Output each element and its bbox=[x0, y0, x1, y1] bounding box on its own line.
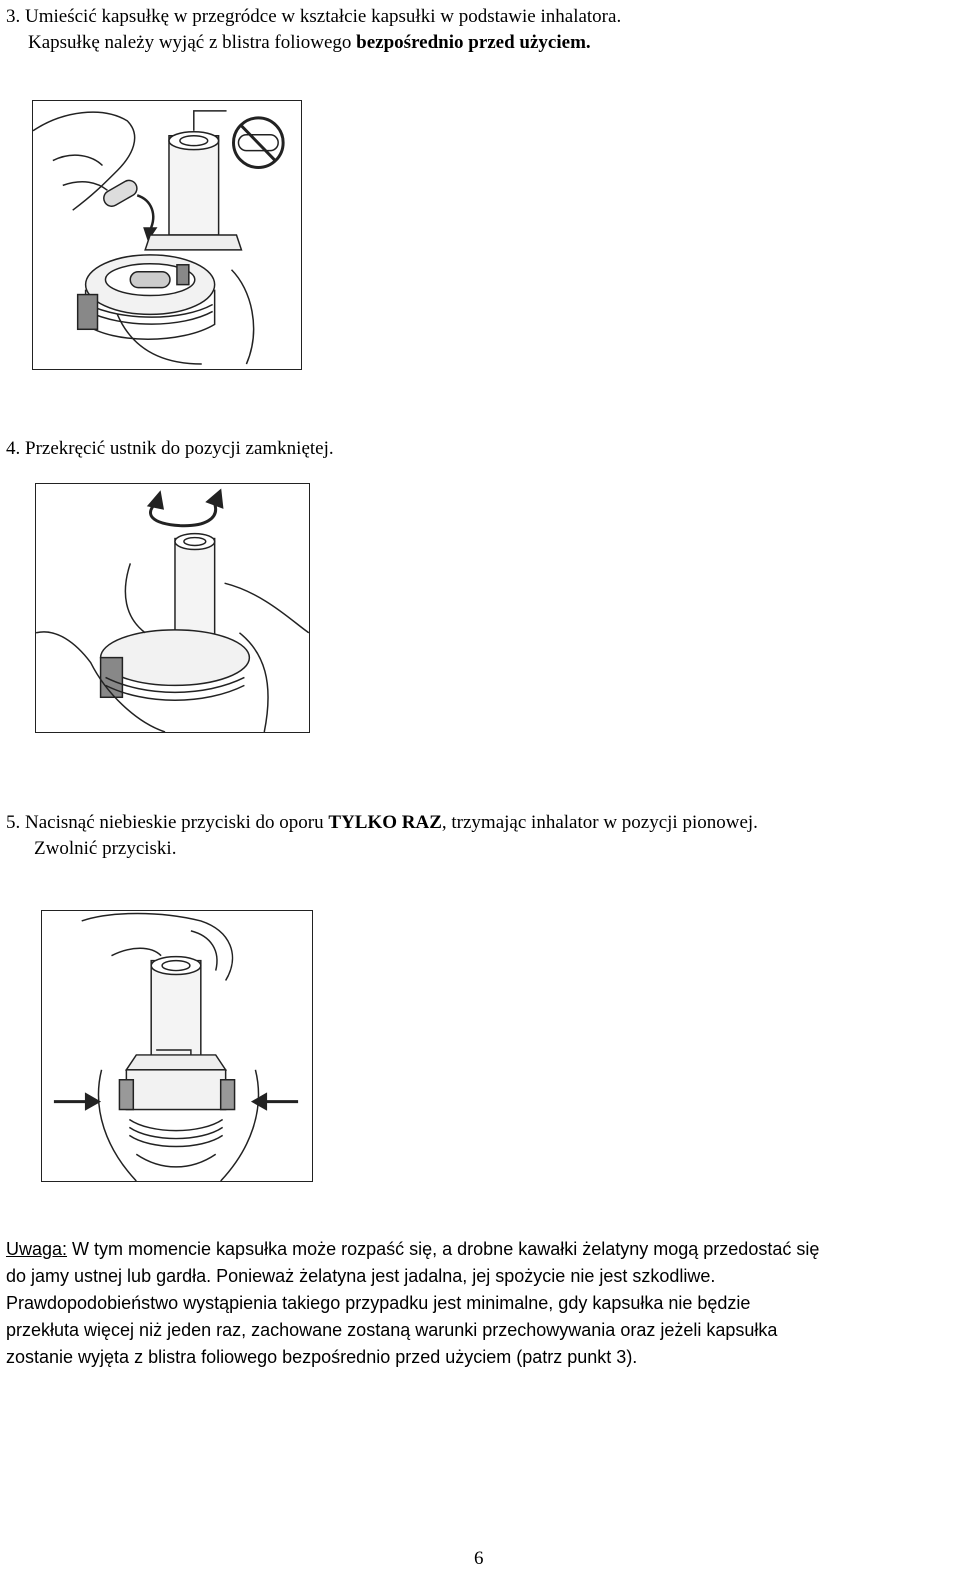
figure-close-mouthpiece bbox=[35, 483, 310, 733]
step5-text-b: , trzymając inhalator w pozycji pionowej. bbox=[441, 812, 758, 833]
step3-line2 bbox=[28, 30, 591, 56]
step5-line1 bbox=[6, 810, 758, 836]
step5-text-line2: Zwolnić przyciski. bbox=[34, 838, 177, 859]
figure-press-buttons bbox=[41, 910, 313, 1182]
note-line5: zostanie wyjęta z blistra foliowego bezpośrednio przed użyciem (patrz punkt 3). bbox=[6, 1347, 638, 1367]
note-line3: Prawdopodobieństwo wystąpienia takiego przypadku jest minimalne, gdy kapsułka nie będzie bbox=[6, 1293, 751, 1313]
press-buttons-illustration bbox=[42, 911, 312, 1181]
step4-line bbox=[6, 436, 334, 462]
step3-text-line2: Kapsułkę należy wyjąć z blistra foliowego bbox=[28, 32, 357, 53]
step3-line1 bbox=[6, 4, 621, 30]
note-line1 bbox=[6, 1236, 819, 1263]
step3-number: 3. bbox=[6, 6, 21, 27]
step5-bold-text: TYLKO RAZ bbox=[328, 812, 442, 833]
note-label: Uwaga: bbox=[6, 1239, 68, 1259]
step5-line2 bbox=[34, 836, 176, 862]
step5-number: 5. bbox=[6, 812, 21, 833]
note-text-line1: W tym momencie kapsułka może rozpaść się, a drobne kawałki żelatyny mogą przedostać się bbox=[67, 1239, 820, 1259]
figure-insert-capsule bbox=[32, 100, 302, 370]
page-number: 6 bbox=[474, 1548, 484, 1569]
step3-bold-text: bezpośrednio przed użyciem. bbox=[356, 32, 591, 53]
step3-text-line1: Umieścić kapsułkę w przegródce w kształcie kapsułki w podstawie inhalatora. bbox=[25, 6, 622, 27]
step5-text-a: Nacisnąć niebieskie przyciski do oporu bbox=[25, 812, 329, 833]
insert-capsule-illustration bbox=[33, 101, 301, 369]
step4-text: Przekręcić ustnik do pozycji zamkniętej. bbox=[25, 438, 334, 459]
note-line2: do jamy ustnej lub gardła. Ponieważ żelatyna jest jadalna, jej spożycie nie jest szkodliwe. bbox=[6, 1266, 716, 1286]
step4-number: 4. bbox=[6, 438, 21, 459]
note-line4: przekłuta więcej niż jeden raz, zachowane zostaną warunki przechowywania oraz jeżeli kapsułka bbox=[6, 1320, 778, 1340]
close-mouthpiece-illustration bbox=[36, 484, 309, 732]
